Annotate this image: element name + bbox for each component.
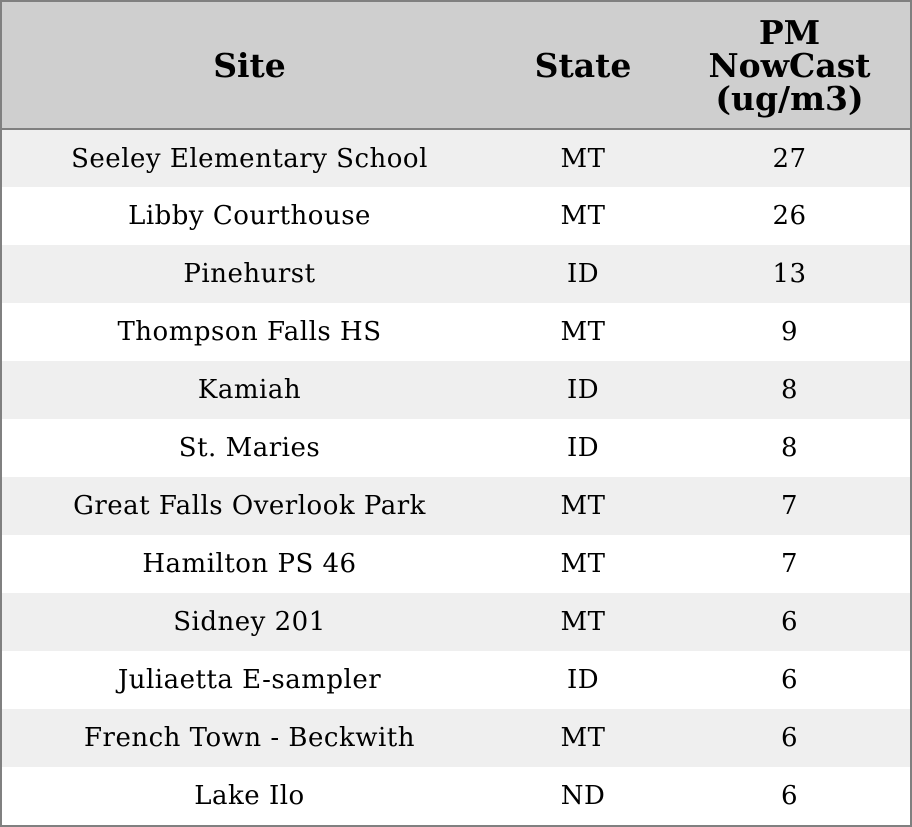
table-header <box>2 2 910 129</box>
table-row <box>2 419 910 477</box>
pm-value-cell: 27 <box>772 143 807 174</box>
site-cell: Kamiah <box>197 375 302 405</box>
header-row <box>2 2 910 129</box>
column-header-state-line: State <box>534 45 632 85</box>
pm-nowcast-table <box>2 2 910 825</box>
site-cell: Great Falls Overlook Park <box>73 491 426 521</box>
column-header-site-line: Site <box>213 45 286 85</box>
pm-value-cell: 7 <box>780 491 799 521</box>
table-row <box>2 245 910 303</box>
site-cell: Pinehurst <box>183 259 316 289</box>
pm-value-cell: 7 <box>780 549 799 579</box>
state-cell: MT <box>560 143 606 174</box>
site-cell: Juliaetta E-sampler <box>117 665 382 695</box>
site-cell: Thompson Falls HS <box>117 317 382 347</box>
pm-value-cell: 9 <box>780 317 799 347</box>
pm-value-cell: 6 <box>780 607 799 637</box>
state-cell: MT <box>560 201 606 231</box>
site-cell: St. Maries <box>178 433 321 463</box>
pm-value-cell: 8 <box>780 375 799 405</box>
column-header-pm-line-2: NowCast <box>708 45 871 85</box>
state-cell: MT <box>560 607 606 637</box>
table-row <box>2 651 910 709</box>
column-header-pm-line-3: (ug/m3) <box>715 78 864 118</box>
pm-value-cell: 13 <box>772 259 807 289</box>
pm-value-cell: 8 <box>780 433 799 463</box>
table-row <box>2 187 910 245</box>
site-cell: French Town - Beckwith <box>83 723 416 753</box>
site-cell: Lake Ilo <box>194 781 305 811</box>
column-header-pm-nowcast <box>669 2 910 129</box>
state-cell: ID <box>566 375 600 405</box>
table-row <box>2 535 910 593</box>
site-cell: Libby Courthouse <box>128 201 371 231</box>
state-cell: MT <box>560 491 606 521</box>
table-row <box>2 129 910 187</box>
state-cell: ID <box>566 665 600 695</box>
state-cell: MT <box>560 549 606 579</box>
state-cell: ID <box>566 259 600 289</box>
pm-value-cell: 6 <box>780 665 799 695</box>
site-cell: Seeley Elementary School <box>71 143 428 174</box>
column-header-site <box>2 2 497 129</box>
table-row <box>2 593 910 651</box>
table-row <box>2 709 910 767</box>
table-row <box>2 477 910 535</box>
table-row <box>2 767 910 825</box>
pm-value-cell: 6 <box>780 781 799 811</box>
state-cell: MT <box>560 317 606 347</box>
site-cell: Sidney 201 <box>173 607 326 637</box>
pm-value-cell: 6 <box>780 723 799 753</box>
pm-value-cell: 26 <box>772 201 807 231</box>
table-body <box>2 129 910 825</box>
state-cell: ID <box>566 433 600 463</box>
state-cell: MT <box>560 723 606 753</box>
table-row <box>2 303 910 361</box>
state-cell: ND <box>560 781 606 811</box>
site-cell: Hamilton PS 46 <box>142 549 357 579</box>
column-header-pm-line-1: PM <box>758 12 821 52</box>
column-header-state <box>497 2 669 129</box>
table-row <box>2 361 910 419</box>
